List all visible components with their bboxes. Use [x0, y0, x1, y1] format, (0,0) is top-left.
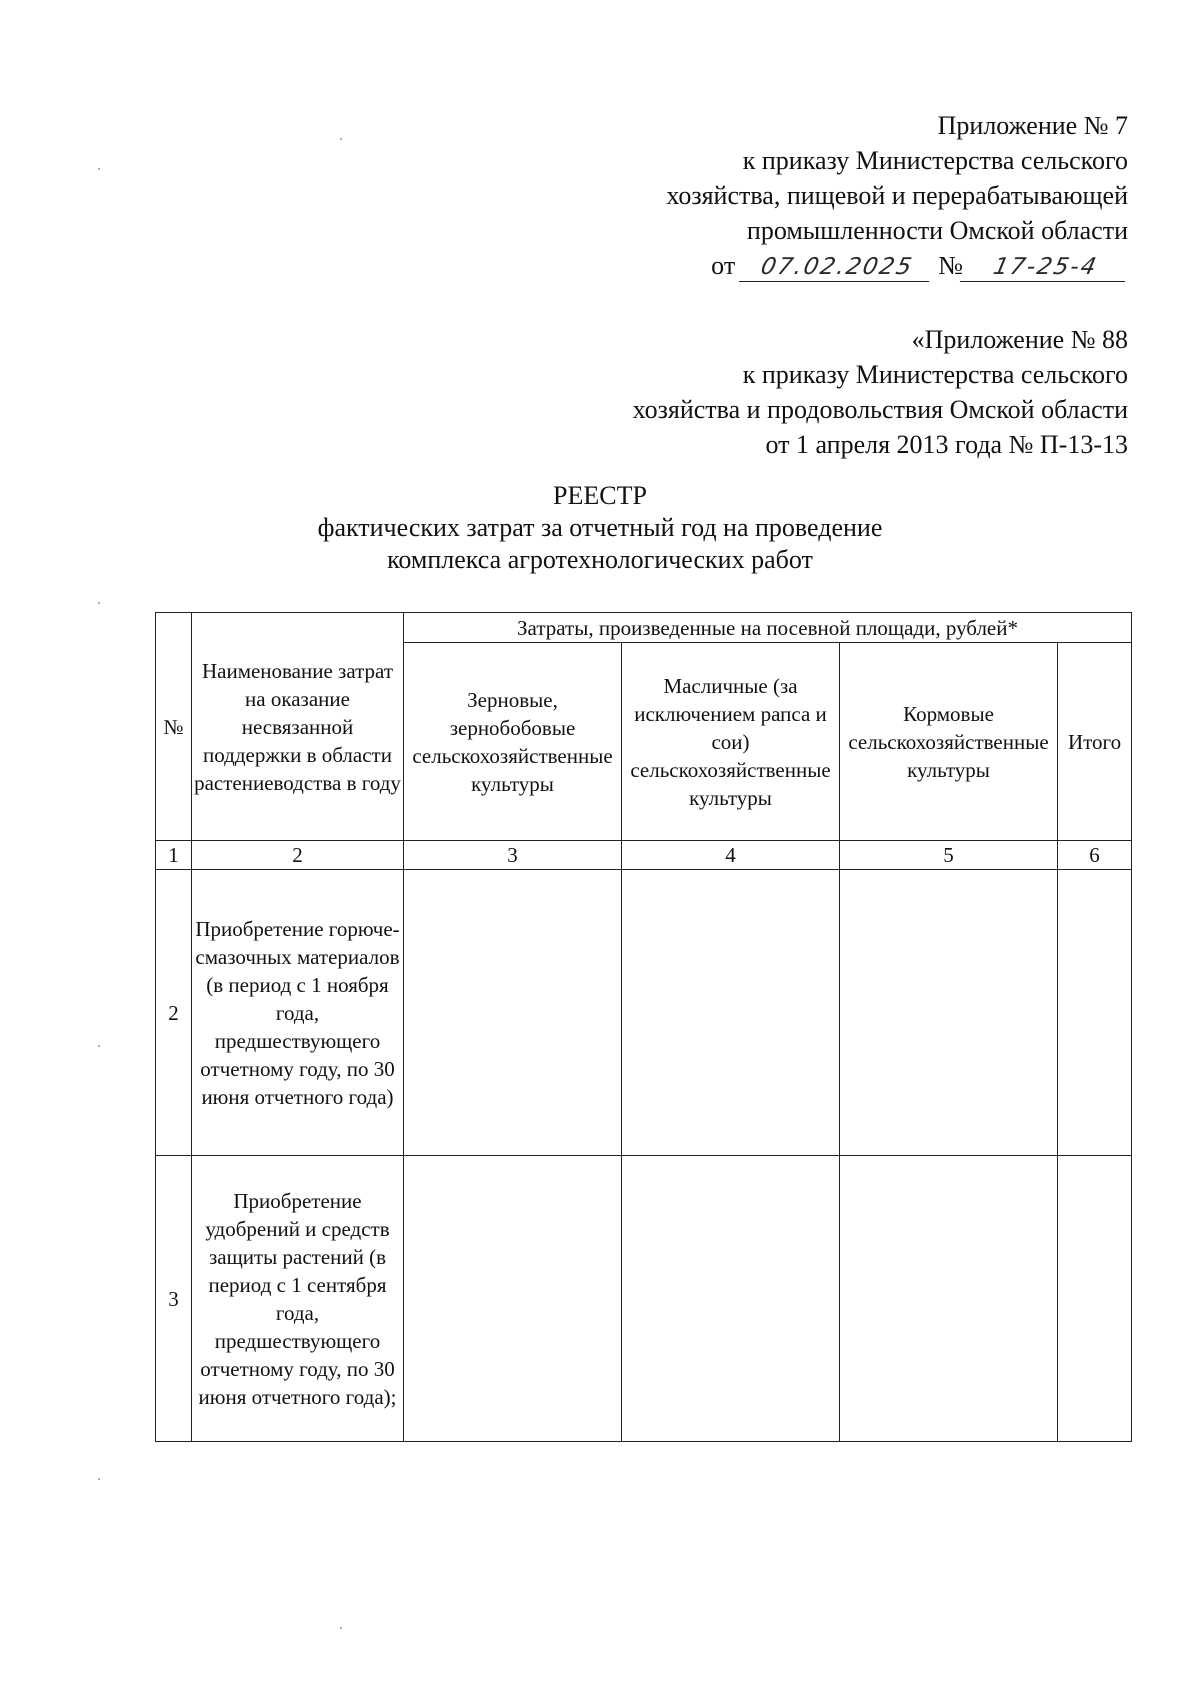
row-oil-cell [622, 1156, 840, 1442]
from-prefix: от [711, 251, 736, 280]
document-heading: РЕЕСТР [553, 481, 647, 510]
document-title-block [0, 480, 1200, 576]
column-number: 2 [192, 841, 404, 870]
column-number: 1 [156, 841, 192, 870]
row-fodder-cell [840, 1156, 1058, 1442]
scan-speck [98, 168, 100, 170]
appendix-current-line1: Приложение № 7 [937, 111, 1128, 140]
header-col-oil: Масличные (за исключением рапса и сои) сельскохозяйственные культуры [622, 643, 840, 841]
appendix-current-block [428, 108, 1128, 283]
column-number: 4 [622, 841, 840, 870]
column-number: 3 [404, 841, 622, 870]
scan-speck [98, 602, 100, 604]
row-num: 3 [156, 1156, 192, 1442]
header-costs-group: Затраты, произведенные на посевной площади, рублей* [404, 613, 1132, 643]
column-numbers-row [156, 841, 1132, 870]
column-number: 6 [1058, 841, 1132, 870]
row-grain-cell [404, 1156, 622, 1442]
appendix-original-line3: хозяйства и продовольствия Омской области [632, 395, 1128, 424]
header-name: Наименование затрат на оказание несвязанной поддержки в области растениеводства в году [192, 613, 404, 841]
scan-speck [340, 1627, 342, 1629]
row-total-cell [1058, 1156, 1132, 1442]
appendix-current-line4: промышленности Омской области [746, 216, 1128, 245]
header-num: № [156, 613, 192, 841]
appendix-original-line2: к приказу Министерства сельского [742, 360, 1128, 389]
registry-table [155, 612, 1132, 1442]
row-num: 2 [156, 870, 192, 1156]
handwritten-number: 17-25-4 [960, 253, 1131, 282]
row-fodder-cell [840, 870, 1058, 1156]
appendix-current-line3: хозяйства, пищевой и перерабатывающей [666, 181, 1128, 210]
document-subtitle-line1: фактических затрат за отчетный год на проведение [317, 513, 883, 542]
column-number: 5 [840, 841, 1058, 870]
row-name: Приобретение горюче-смазочных материалов (в период с 1 ноября года, предшествующего отчетному году, по 30 июня отчетного года) [192, 870, 404, 1156]
header-col-grain: Зерновые, зернобобовые сельскохозяйственные культуры [404, 643, 622, 841]
appendix-original-line4: от 1 апреля 2013 года № П-13-13 [765, 430, 1128, 459]
document-subtitle-line2: комплекса агротехнологических работ [387, 545, 813, 574]
scan-speck [98, 1478, 100, 1480]
header-col-total: Итого [1058, 643, 1132, 841]
scan-speck [340, 138, 342, 140]
row-name: Приобретение удобрений и средств защиты растений (в период с 1 сентября года, предшествующего отчетному году, по 30 июня отчетного года); [192, 1156, 404, 1442]
row-oil-cell [622, 870, 840, 1156]
table-row [156, 870, 1132, 1156]
handwritten-date: 07.02.2025 [739, 253, 935, 282]
appendix-current-date-line [428, 248, 1128, 283]
table-row [156, 1156, 1132, 1442]
appendix-original-line1: «Приложение № 88 [911, 325, 1128, 354]
table-header-row [156, 613, 1132, 643]
row-grain-cell [404, 870, 622, 1156]
row-total-cell [1058, 870, 1132, 1156]
number-prefix: № [938, 251, 963, 280]
scan-speck [98, 1045, 100, 1047]
appendix-original-block [428, 322, 1128, 462]
header-col-fodder: Кормовые сельскохозяйственные культуры [840, 643, 1058, 841]
appendix-current-line2: к приказу Министерства сельского [742, 146, 1128, 175]
